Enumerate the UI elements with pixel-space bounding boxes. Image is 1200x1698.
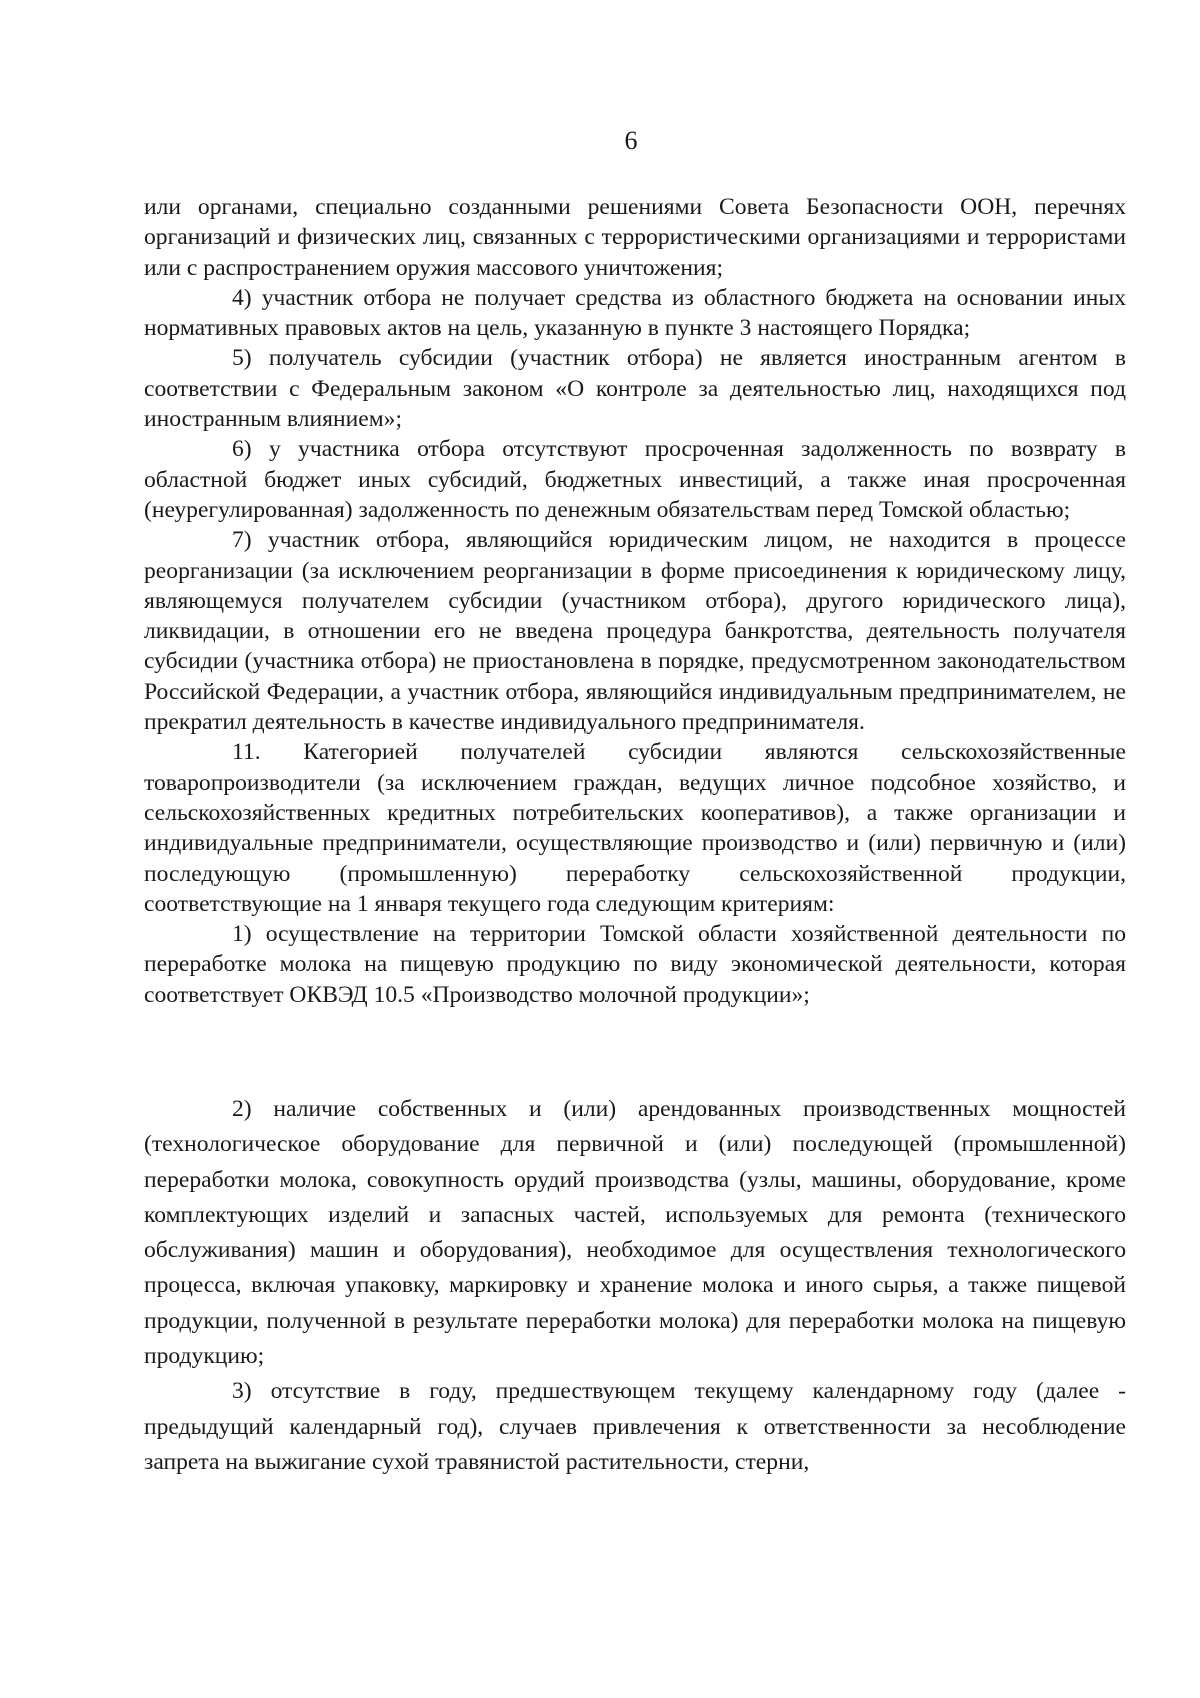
document-body (144, 192, 1126, 1010)
paragraph-continuation: или органами, специально созданными решениями Совета Безопасности ООН, перечнях организаций и физических лиц, связанных с террористическими организациями и террористами или с распространением оружия массового уничтожения; (144, 194, 1126, 281)
paragraph-item-6: 6) у участника отбора отсутствуют просроченная задолженность по возврату в областной бюджет иных субсидий, бюджетных инвестиций, а также иная просроченная (неурегулированная) задолженность по денежным обязательствам перед Томской областью; (144, 436, 1126, 523)
document-body-continued (144, 1092, 1126, 1480)
paragraph-criterion-2: 2) наличие собственных и (или) арендованных производственных мощностей (технологическое оборудование для первичной и (или) последующей (промышленной) переработки молока, совокупность орудий производства (узлы, машины, оборудование, кроме комплектующих изделий и запасных частей, используемых для ремонта (технического обслуживания) машин и оборудования), необходимое для осуществления технологического процесса, включая упаковку, маркировку и хранение молока и иного сырья, а также пищевой продукции, полученной в результате переработки молока) для переработки молока на пищевую продукцию; (144, 1096, 1126, 1370)
page-number: 6 (624, 126, 638, 155)
paragraph-criterion-1: 1) осуществление на территории Томской области хозяйственной деятельности по переработке молока на пищевую продукцию по виду экономической деятельности, которая соответствует ОКВЭД 10.5 «Производство молочной продукции»; (144, 921, 1126, 1008)
paragraph-item-5: 5) получатель субсидии (участник отбора) не является иностранным агентом в соответствии с Федеральным законом «О контроле за деятельностью лиц, находящихся под иностранным влиянием»; (144, 345, 1126, 433)
paragraph-clause-11: 11. Категорией получателей субсидии являются сельскохозяйственные товаропроизводители (за исключением граждан, ведущих личное подсобное хозяйство, и сельскохозяйственных кредитных потребительских кооперативов), а также организации и индивидуальные предприниматели, осуществляющие производство и (или) первичную и (или) последующую (промышленную) переработку сельскохозяйственной продукции, соответствующие на 1 января текущего года следующим критериям: (144, 739, 1126, 917)
paragraph-item-7: 7) участник отбора, являющийся юридическим лицом, не находится в процессе реорганизации (за исключением реорганизации в форме присоединения к юридическому лицу, являющемуся получателем субсидии (участником отбора), другого юридического лица), ликвидации, в отношении его не введена процедура банкротства, деятельность получателя субсидии (участника отбора) не приостановлена в порядке, предусмотренном законодательством Российской Федерации, а участник отбора, являющийся индивидуальным предпринимателем, не прекратил деятельность в качестве индивидуального предпринимателя. (144, 527, 1126, 736)
paragraph-criterion-3: 3) отсутствие в году, предшествующем текущему календарному году (далее - предыдущий календарный год), случаев привлечения к ответственности за несоблюдение запрета на выжигание сухой травянистой растительности, стерни, (144, 1378, 1126, 1475)
paragraph-item-4: 4) участник отбора не получает средства из областного бюджета на основании иных нормативных правовых актов на цель, указанную в пункте 3 настоящего Порядка; (144, 284, 1126, 342)
